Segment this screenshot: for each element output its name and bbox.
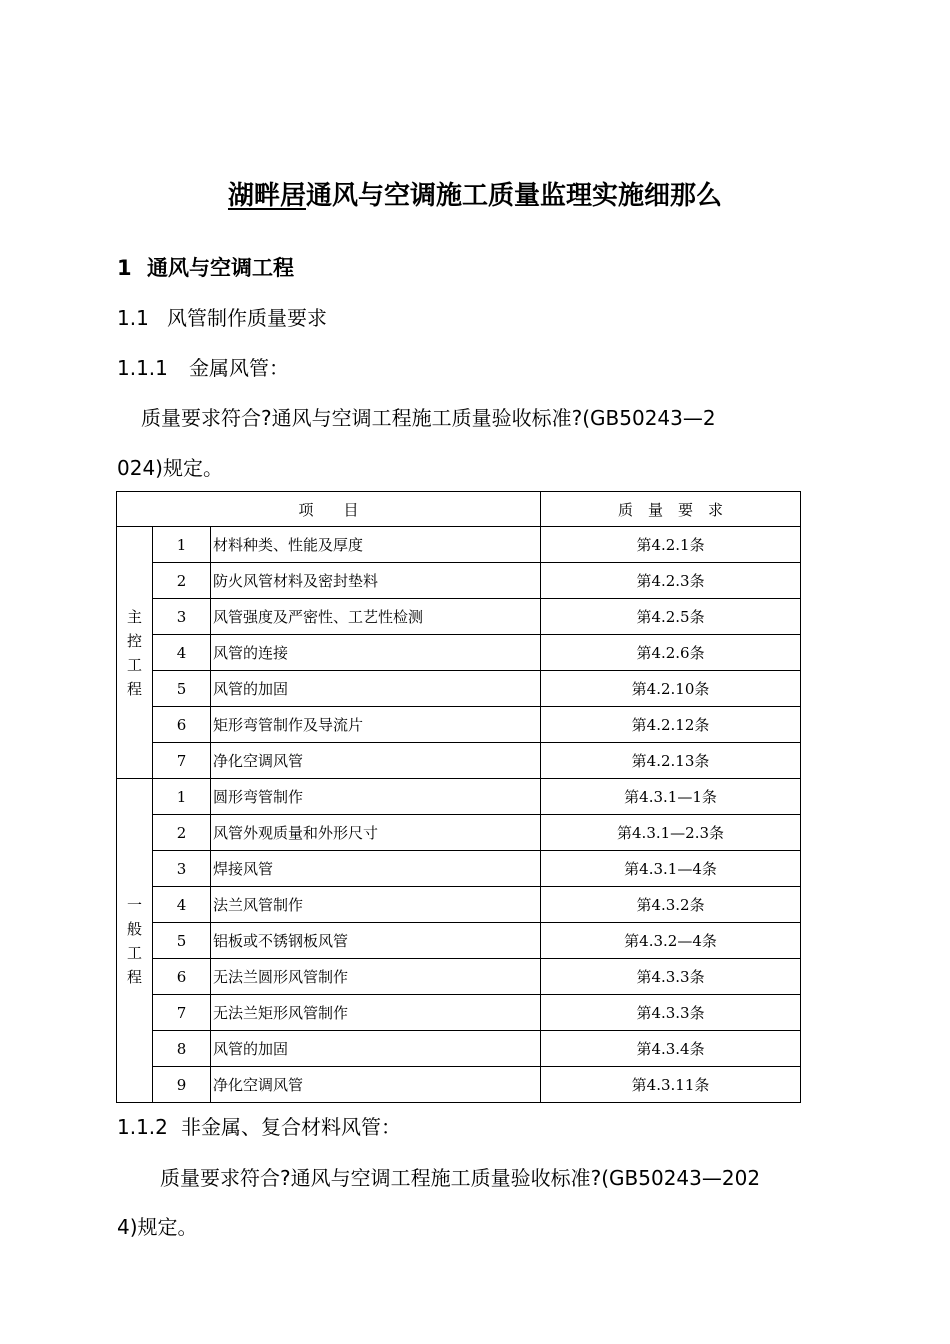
heading-section-1-1-2 (117, 1111, 401, 1143)
table-row (117, 563, 801, 599)
header-requirement: 质 量 要 求 (541, 492, 801, 527)
row-requirement: 第4.3.11条 (541, 1067, 801, 1103)
row-requirement: 第4.2.3条 (541, 563, 801, 599)
row-requirement: 第4.3.1—4条 (541, 851, 801, 887)
heading-text: 非金属、复合材料风管： (181, 1115, 401, 1139)
row-number: 4 (153, 887, 211, 923)
row-number: 3 (153, 599, 211, 635)
title-rest: 通风与空调施工质量监理实施细那么 (306, 181, 723, 211)
row-item: 净化空调风管 (211, 1067, 541, 1103)
row-item: 风管的连接 (211, 635, 541, 671)
row-item: 法兰风管制作 (211, 887, 541, 923)
row-number: 8 (153, 1031, 211, 1067)
heading-text: 风管制作质量要求 (167, 306, 327, 330)
row-item: 净化空调风管 (211, 743, 541, 779)
row-requirement: 第4.3.1—1条 (541, 779, 801, 815)
row-number: 3 (153, 851, 211, 887)
row-requirement: 第4.3.3条 (541, 995, 801, 1031)
row-item: 铝板或不锈钢板风管 (211, 923, 541, 959)
table-row (117, 707, 801, 743)
row-requirement: 第4.2.6条 (541, 635, 801, 671)
group-label-char: 般 (126, 919, 142, 938)
row-requirement: 第4.3.1—2.3条 (541, 815, 801, 851)
group-label-char: 主 (126, 607, 142, 626)
heading-text: 通风与空调工程 (147, 256, 294, 280)
header-item: 项 目 (117, 492, 541, 527)
row-number: 4 (153, 635, 211, 671)
row-item: 风管外观质量和外形尺寸 (211, 815, 541, 851)
row-number: 9 (153, 1067, 211, 1103)
heading-number: 1.1 (117, 306, 149, 330)
row-requirement: 第4.2.13条 (541, 743, 801, 779)
row-number: 7 (153, 743, 211, 779)
heading-number: 1.1.2 (117, 1115, 168, 1139)
table-row (117, 923, 801, 959)
group-label-char: 控 (126, 631, 142, 650)
heading-section-1 (117, 252, 294, 284)
row-item: 风管的加固 (211, 1031, 541, 1067)
group-label-char: 程 (126, 967, 142, 986)
row-number: 2 (153, 563, 211, 599)
row-requirement: 第4.3.3条 (541, 959, 801, 995)
table-row (117, 887, 801, 923)
group-label-char: 工 (126, 655, 142, 674)
row-requirement: 第4.2.1条 (541, 527, 801, 563)
table-row (117, 743, 801, 779)
row-item: 风管的加固 (211, 671, 541, 707)
paragraph-1-line-2: 024)规定。 (117, 456, 223, 480)
table-row (117, 635, 801, 671)
row-number: 1 (153, 527, 211, 563)
group-label (117, 779, 153, 1103)
row-requirement: 第4.2.10条 (541, 671, 801, 707)
row-item: 无法兰矩形风管制作 (211, 995, 541, 1031)
table-row (117, 599, 801, 635)
row-number: 5 (153, 671, 211, 707)
group-label-char: 程 (126, 679, 142, 698)
row-number: 6 (153, 707, 211, 743)
table-row (117, 779, 801, 815)
table-row (117, 995, 801, 1031)
paragraph-2-line-2: 4)规定。 (117, 1215, 198, 1239)
row-item: 防火风管材料及密封垫料 (211, 563, 541, 599)
table-row (117, 1067, 801, 1103)
heading-text: 金属风管： (189, 356, 289, 380)
heading-number: 1 (117, 256, 132, 280)
row-item: 材料种类、性能及厚度 (211, 527, 541, 563)
quality-requirements-table (116, 491, 801, 1103)
row-item: 矩形弯管制作及导流片 (211, 707, 541, 743)
table-row (117, 851, 801, 887)
table-row (117, 1031, 801, 1067)
title-underlined: 湖畔居 (227, 181, 306, 211)
row-requirement: 第4.3.2条 (541, 887, 801, 923)
heading-section-1-1 (117, 302, 327, 334)
table-row (117, 527, 801, 563)
page-title (0, 176, 950, 216)
heading-number: 1.1.1 (117, 356, 168, 380)
table-header-row (117, 492, 801, 527)
row-number: 7 (153, 995, 211, 1031)
row-item: 圆形弯管制作 (211, 779, 541, 815)
paragraph-2-line-1: 质量要求符合?通风与空调工程施工质量验收标准?(GB50243—202 (160, 1166, 761, 1190)
row-requirement: 第4.2.5条 (541, 599, 801, 635)
row-number: 2 (153, 815, 211, 851)
row-number: 6 (153, 959, 211, 995)
row-item: 风管强度及严密性、工艺性检测 (211, 599, 541, 635)
row-requirement: 第4.2.12条 (541, 707, 801, 743)
row-item: 焊接风管 (211, 851, 541, 887)
group-label (117, 527, 153, 779)
group-label-char: 工 (126, 943, 142, 962)
row-number: 5 (153, 923, 211, 959)
table-row (117, 815, 801, 851)
group-label-char: 一 (126, 895, 142, 914)
row-item: 无法兰圆形风管制作 (211, 959, 541, 995)
paragraph-1-line-1: 质量要求符合?通风与空调工程施工质量验收标准?(GB50243—2 (141, 406, 716, 430)
row-requirement: 第4.3.4条 (541, 1031, 801, 1067)
table-row (117, 959, 801, 995)
table-row (117, 671, 801, 707)
row-number: 1 (153, 779, 211, 815)
heading-section-1-1-1 (117, 352, 289, 384)
row-requirement: 第4.3.2—4条 (541, 923, 801, 959)
